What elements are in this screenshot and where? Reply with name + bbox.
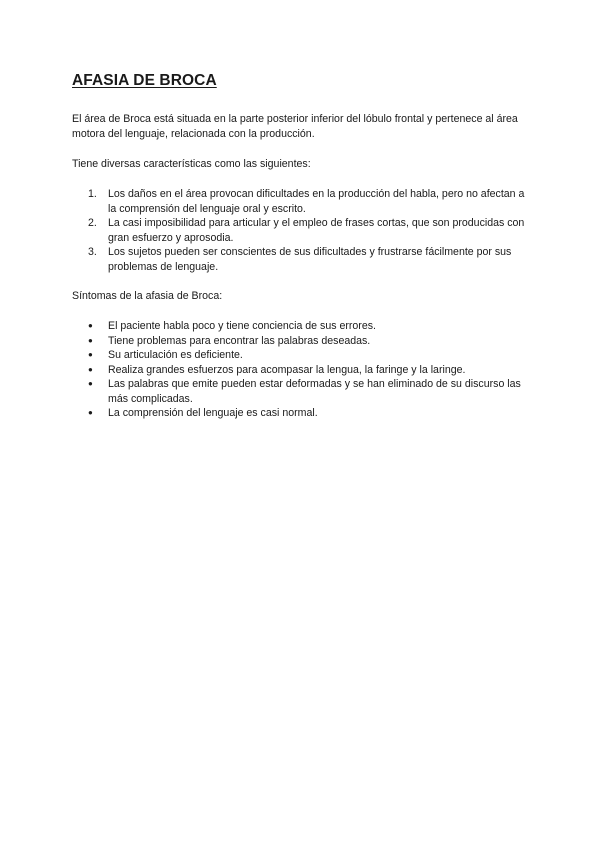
list-item [72,216,528,245]
list-number: 3. [88,246,97,258]
list-item [72,245,528,274]
bullet-icon: ● [88,379,93,388]
characteristics-lead: Tiene diversas características como las siguientes: [72,158,311,170]
list-item [72,348,528,363]
bullet-icon: ● [88,335,93,345]
list-number: 2. [88,217,97,229]
list-item [72,377,528,406]
list-item [72,363,528,378]
bullet-icon: ● [88,408,93,417]
list-item-text: Realiza grandes esfuerzos para acompasar la lengua, la faringe y la laringe. [108,363,466,376]
list-item-text: La comprensión del lenguaje es casi normal. [108,407,318,419]
intro-paragraph: El área de Broca está situada en la parte posterior inferior del lóbulo frontal y pertenece al área motora del lenguaje, relacionada con la producción. [72,113,518,140]
document-body [72,72,528,421]
document-title: AFASIA DE BROCA [72,72,217,89]
bullet-icon: ● [88,364,93,374]
symptoms-list [72,319,528,421]
list-item-text: Tiene problemas para encontrar las palabras deseadas. [108,334,371,347]
characteristics-list [72,187,528,274]
list-item-text: Los daños en el área provocan dificultades en la producción del habla, pero no afectan a la comprensión del lenguaje oral y escrito. [108,188,525,215]
list-item [72,187,528,216]
list-item-text: Su articulación es deficiente. [108,349,243,361]
list-item [72,334,528,349]
list-item-text: El paciente habla poco y tiene conciencia de sus errores. [108,320,376,332]
list-item [72,319,528,334]
list-item-text: La casi imposibilidad para articular y el empleo de frases cortas, que son producidas con gran esfuerzo y aprosodia. [108,217,525,244]
symptoms-lead: Síntomas de la afasia de Broca: [72,290,223,302]
list-item-text: Las palabras que emite pueden estar deformadas y se han eliminado de su discurso las más complicadas. [108,378,521,405]
list-number: 1. [88,188,97,200]
list-item-text: Los sujetos pueden ser conscientes de sus dificultades y frustrarse fácilmente por sus problemas de lenguaje. [108,246,512,273]
list-item [72,406,528,421]
bullet-icon: ● [88,350,93,359]
bullet-icon: ● [88,321,93,330]
